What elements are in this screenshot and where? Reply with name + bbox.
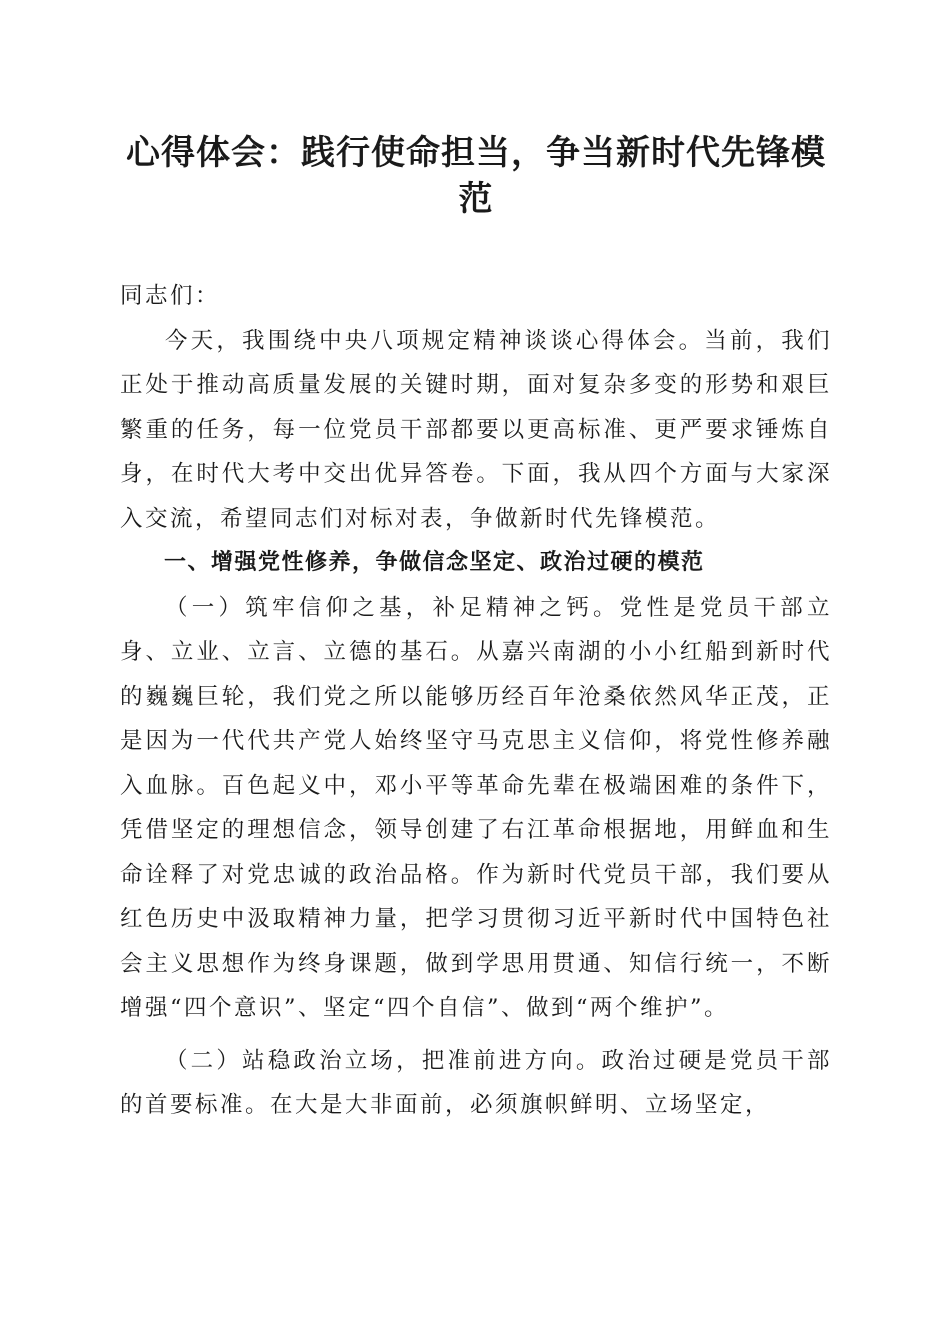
subsection-text-2: 政治过硬是党员干部的首要标准。在大是大非面前，必须旗帜鲜明、立场坚定， bbox=[120, 1047, 832, 1118]
intro-paragraph: 今天，我围绕中央八项规定精神谈谈心得体会。当前，我们正处于推动高质量发展的关键时期，面对复杂多变的形势和艰巨繁重的任务，每一位党员干部都要以更高标准、更严要求锤炼自身，在时代大考中交出优异答卷。下面，我从四个方面与大家深入交流，希望同志们对标对表，争做新时代先锋模范。 bbox=[120, 327, 832, 532]
document-title: 心得体会：践行使命担当，争当新时代先锋模范 bbox=[126, 133, 826, 219]
document-page bbox=[120, 130, 832, 1128]
salutation: 同志们： bbox=[120, 283, 221, 309]
subsection-lead-2: （二）站稳政治立场，把准前进方向。 bbox=[165, 1047, 602, 1074]
subsection-text-1: 党性是党员干部立身、立业、立言、立德的基石。从嘉兴南湖的小小红船到新时代的巍巍巨轮，我们党之所以能够历经百年沧桑依然风华正茂，正是因为一代代共产党人始终坚守马克思主义信仰，将党性修养融入血脉。百色起义中，邓小平等革命先辈在极端困难的条件下，凭借坚定的理想信念，领导创建了右江革命根据地，用鲜血和生命诠释了对党忠诚的政治品格。作为新时代党员干部，我们要从红色历史中汲取精神力量，把学习贯彻习近平新时代中国特色社会主义思想作为终身课题，做到学思用贯通、知信行统一，不断增强“四个意识”、坚定“四个自信”、做到“两个维护”。 bbox=[120, 594, 832, 1021]
section1-paragraph-2 bbox=[120, 1039, 832, 1128]
subsection-lead-1: （一）筑牢信仰之基，补足精神之钙。 bbox=[165, 594, 620, 621]
section1-paragraph-1 bbox=[120, 586, 832, 1031]
section-heading-1: 一、增强党性修养，争做信念坚定、政治过硬的模范 bbox=[164, 550, 705, 575]
